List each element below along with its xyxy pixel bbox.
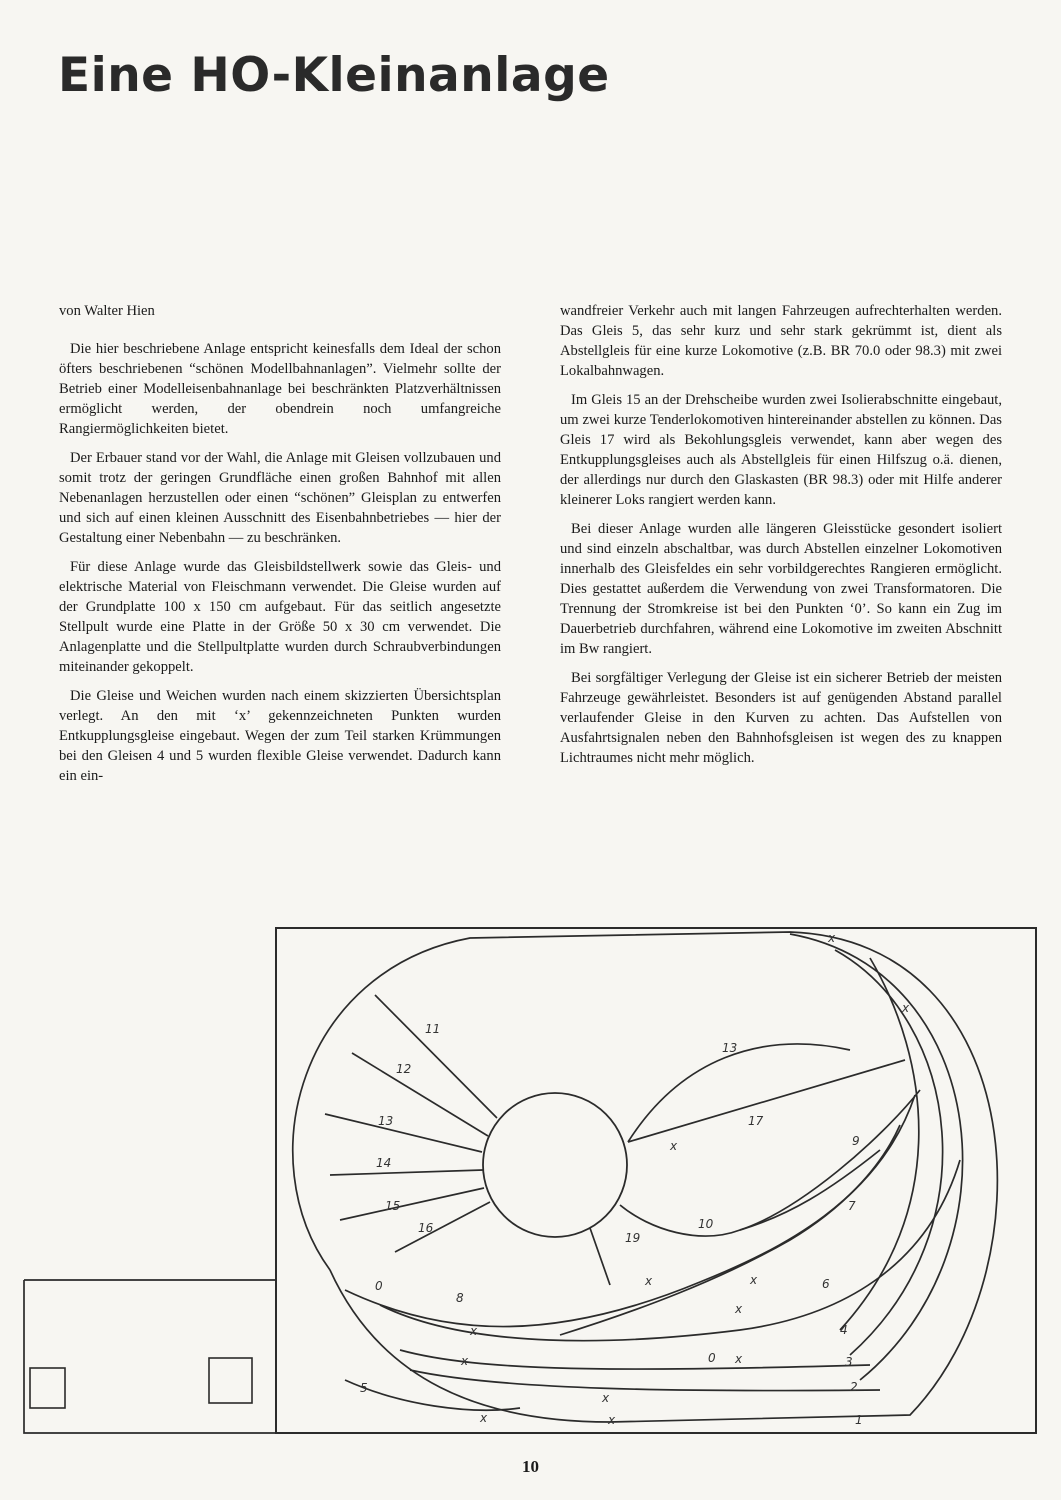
paragraph: Die Gleise und Weichen wurden nach einem skizzierten Übersichtsplan verlegt. An den mit ‘x’ gekennzeichneten Punkten wurden Entkupplungsgleise eingebaut. Wegen der zum Teil starken Krümmungen bei den Gleisen 4 und 5 wurden flexible Gleise verwendet. Dadurch kann ein ein- xyxy=(59,688,501,784)
depot-track-13 xyxy=(325,1114,482,1152)
track-siding-6 xyxy=(560,1125,900,1335)
track-station-8 xyxy=(345,1095,915,1327)
uncoupling-mark: x xyxy=(670,1139,678,1153)
track-label: 4 xyxy=(840,1323,848,1337)
author-byline: von Walter Hien xyxy=(59,303,155,319)
uncoupling-mark: x xyxy=(602,1391,610,1405)
track-label: 12 xyxy=(396,1062,412,1076)
track-label: 8 xyxy=(456,1291,464,1305)
track-station-3 xyxy=(400,1350,870,1369)
track-label: 7 xyxy=(848,1199,856,1213)
track-label: 11 xyxy=(425,1022,441,1036)
uncoupling-mark: x xyxy=(735,1352,743,1366)
track-loop-outer xyxy=(293,932,998,1422)
paragraph: Bei dieser Anlage wurden alle längeren Gleisstücke gesondert isoliert und sind einzeln abschaltbar, was durch Abstellen einzelner Lokomotiven innerhalb des Gleisfeldes ein sehr vorbildgerechtes Rangieren ermöglicht. Dies gestattet außerdem die Verwendung von zwei Transformatoren. Die Trennung der Stromkreise ist bei den Punkten ‘0’. So kann ein Zug im Dauerbetrieb durchfahren, während eine Lokomotive im zweiten Abschnitt im Bw rangiert. xyxy=(560,521,1002,657)
track-label: 9 xyxy=(852,1134,860,1148)
paragraph: Für diese Anlage wurde das Gleisbildstellwerk sowie das Gleis- und elektrische Material von Fleischmann verwendet. Die Gleise wurden auf der Grundplatte 100 x 150 cm aufgebaut. Für das seitlich angesetzte Stellpult wurde eine Platte in der Größe 50 x 30 cm verwendet. Die Anlagenplatte und die Stellpultplatte wurden durch Schraubverbindungen miteinander gekoppelt. xyxy=(59,559,501,675)
uncoupling-mark: x xyxy=(480,1411,488,1425)
turntable xyxy=(483,1093,627,1237)
track-label: 6 xyxy=(822,1277,830,1291)
right-column xyxy=(560,301,1002,777)
left-column xyxy=(59,301,501,795)
track-10 xyxy=(620,1150,880,1236)
uncoupling-mark: x xyxy=(735,1302,743,1316)
paragraph: Bei sorgfältiger Verlegung der Gleise ist ein sicherer Betrieb der meisten Fahrzeuge gewährleistet. Besonders ist auf genügenden Abstand parallel verlaufender Gleise in den Kurven zu achten. Das Aufstellen von Ausfahrtsignalen neben den Bahnhofsgleisen ist wegen des zu knappen Lichtraumes nicht mehr möglich. xyxy=(560,670,1002,766)
track-station-5 xyxy=(345,1380,520,1410)
track-plan-drawing xyxy=(0,910,1061,1450)
track-label: 5 xyxy=(360,1381,368,1395)
track-label: 1 xyxy=(855,1413,863,1427)
track-label: 19 xyxy=(625,1231,641,1245)
track-inner-right-a xyxy=(790,934,963,1380)
track-label: 2 xyxy=(850,1380,858,1394)
article-title: Eine HO-Kleinanlage xyxy=(58,48,610,103)
track-label: 17 xyxy=(748,1114,764,1128)
track-station-4 xyxy=(380,1160,960,1341)
track-plan-figure xyxy=(0,910,1061,1450)
track-label: 3 xyxy=(845,1355,853,1369)
track-label: 15 xyxy=(385,1199,401,1213)
track-label: 0 xyxy=(375,1279,383,1293)
track-label: 13 xyxy=(378,1114,394,1128)
track-9 xyxy=(740,1090,920,1230)
paragraph: wandfreier Verkehr auch mit langen Fahrzeugen aufrechterhalten werden. Das Gleis 5, das sehr kurz und sehr stark gekrümmt ist, dient als Abstellgleis für eine kurze Lokomotive (z.B. BR 70.0 oder 98.3) mit zwei Lokalbahnwagen. xyxy=(560,303,1002,379)
track-label: 14 xyxy=(376,1156,392,1170)
uncoupling-mark: x xyxy=(902,1001,910,1015)
track-label: 0 xyxy=(708,1351,716,1365)
track-inner-right-b xyxy=(835,950,943,1355)
depot-track-12 xyxy=(352,1053,488,1136)
uncoupling-mark: x xyxy=(645,1274,653,1288)
uncoupling-mark: x xyxy=(461,1354,469,1368)
track-station-2 xyxy=(410,1370,880,1391)
track-17 xyxy=(628,1060,905,1142)
depot-track-15 xyxy=(340,1188,484,1220)
panel-box-left xyxy=(30,1368,65,1408)
panel-box-right xyxy=(209,1358,252,1403)
paragraph: Im Gleis 15 an der Drehscheibe wurden zwei Isolierabschnitte eingebaut, um zwei kurze Tenderlokomotiven hintereinander abstellen zu können. Das Gleis 17 wird als Bekohlungsgleis verwendet, kann aber wegen des Entkupplungsgleises auch als Abstellgleis für einen Hilfszug o.ä. dienen, der allerdings nur durch den Glaskasten (BR 98.3) oder mit Hilfe anderer kleinerer Loks rangiert werden kann. xyxy=(560,392,1002,508)
depot-track-16 xyxy=(395,1202,490,1252)
depot-track-14 xyxy=(330,1170,483,1175)
uncoupling-mark: x xyxy=(828,931,836,945)
control-panel-board xyxy=(24,1280,276,1433)
paragraph: Der Erbauer stand vor der Wahl, die Anlage mit Gleisen vollzubauen und somit trotz der geringen Grundfläche einen großen Bahnhof mit allen Nebenanlagen herzustellen oder einen “schönen” Gleisplan zu entwerfen und sich auf einen kleinen Ausschnitt des Eisenbahnbetriebes — hier der Gestaltung einer Nebenbahn — zu beschränken. xyxy=(59,450,501,546)
track-label: 10 xyxy=(698,1217,714,1231)
depot-track-19 xyxy=(590,1228,610,1285)
uncoupling-mark: x xyxy=(750,1273,758,1287)
track-label: 16 xyxy=(418,1221,434,1235)
uncoupling-mark: x xyxy=(470,1324,478,1338)
page-number: 10 xyxy=(522,1457,539,1476)
paragraph: Die hier beschriebene Anlage entspricht keinesfalls dem Ideal der schon öfters beschriebenen “schönen Modellbahnanlagen”. Vielmehr sollte der Betrieb einer Modelleisenbahnanlage bei beschränkten Platzverhältnissen ermöglicht werden, der obendrein noch umfangreiche Rangiermöglichkeiten bietet. xyxy=(59,341,501,437)
track-13-loop xyxy=(628,1044,850,1142)
uncoupling-mark: x xyxy=(608,1413,616,1427)
depot-track-11 xyxy=(375,995,497,1118)
track-label: 13 xyxy=(722,1041,738,1055)
layout-baseboard xyxy=(276,928,1036,1433)
